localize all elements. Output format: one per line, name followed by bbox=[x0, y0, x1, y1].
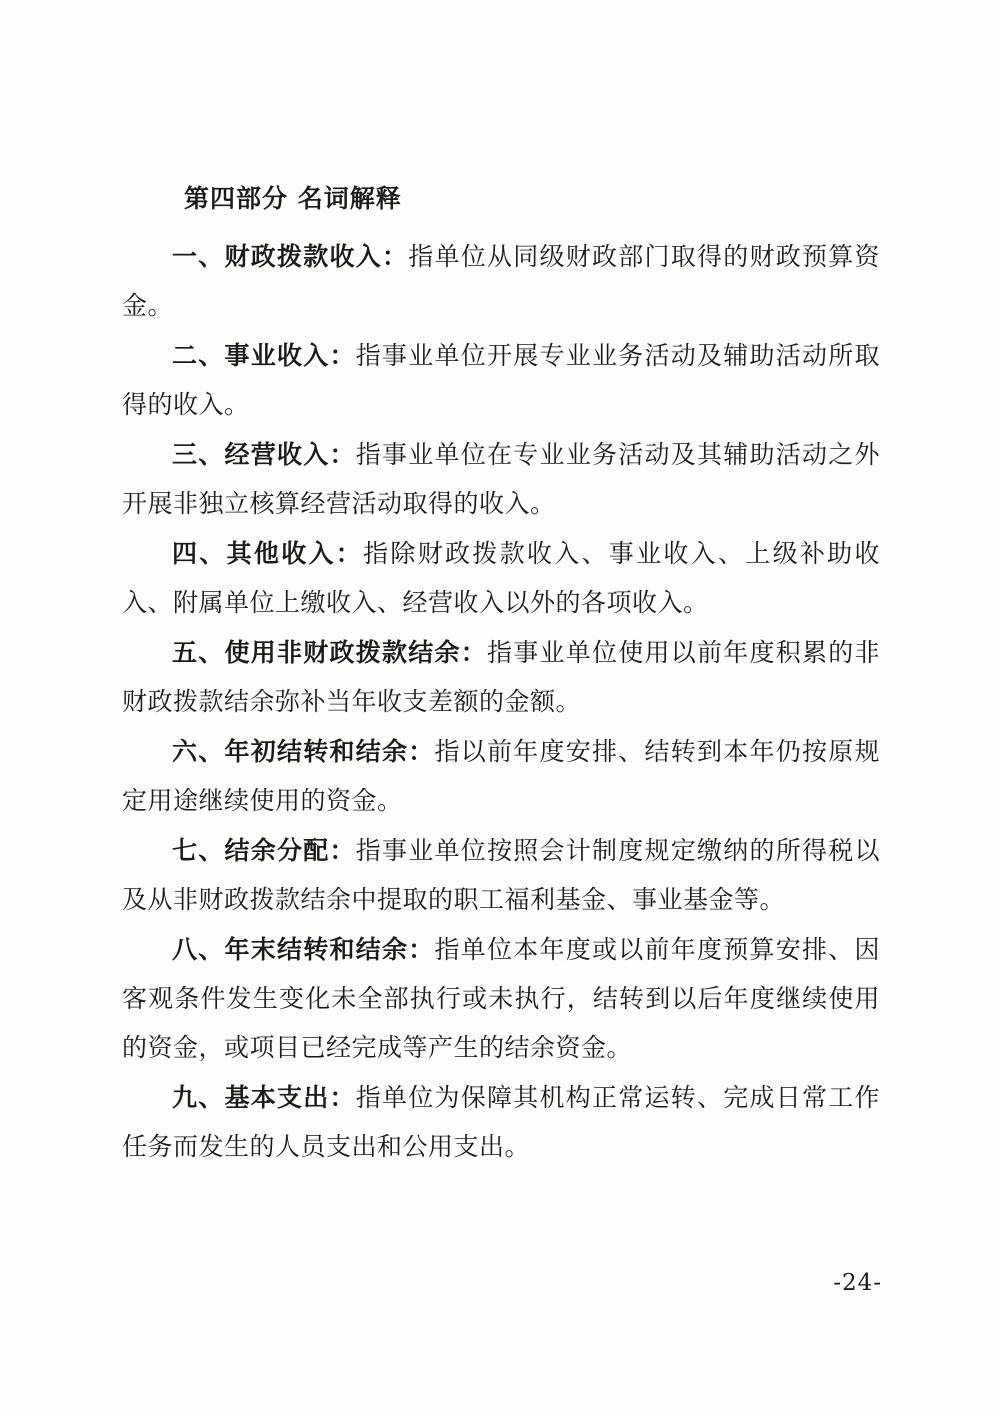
definition-item bbox=[122, 430, 880, 528]
definition-term: 七、结余分配： bbox=[172, 835, 356, 865]
definition-text: 指单位从同级财政部门取得的财政预算资金。 bbox=[122, 241, 880, 320]
definition-item bbox=[122, 628, 880, 726]
section-heading: 第四部分 名词解释 bbox=[184, 184, 402, 213]
definition-item bbox=[122, 1073, 880, 1171]
definition-item bbox=[122, 925, 880, 1072]
definition-item bbox=[122, 529, 880, 627]
definition-text: 指除财政拨款收入、事业收入、上级补助收入、附属单位上缴收入、经营收入以外的各项收入。 bbox=[122, 538, 880, 617]
definition-text: 指单位本年度或以前年度预算安排、因客观条件发生变化未全部执行或未执行，结转到以后年度继续使用的资金，或项目已经完成等产生的结余资金。 bbox=[122, 934, 880, 1062]
document-body bbox=[122, 180, 880, 1172]
definition-item bbox=[122, 727, 880, 825]
definition-text: 指事业单位使用以前年度积累的非财政拨款结余弥补当年收支差额的金额。 bbox=[122, 637, 880, 716]
definition-term: 八、年末结转和结余： bbox=[172, 934, 435, 964]
definition-item bbox=[122, 232, 880, 330]
definition-term: 九、基本支出： bbox=[172, 1082, 356, 1112]
definition-text: 指事业单位开展专业业务活动及辅助活动所取得的收入。 bbox=[122, 340, 880, 419]
definition-term: 二、事业收入： bbox=[172, 340, 356, 370]
definition-term: 四、其他收入： bbox=[172, 538, 364, 568]
definition-text: 指单位为保障其机构正常运转、完成日常工作任务而发生的人员支出和公用支出。 bbox=[122, 1082, 880, 1161]
definition-item bbox=[122, 331, 880, 429]
definition-term: 六、年初结转和结余： bbox=[172, 736, 435, 766]
definition-text: 指以前年度安排、结转到本年仍按原规定用途继续使用的资金。 bbox=[122, 736, 880, 815]
definition-term: 五、使用非财政拨款结余： bbox=[172, 637, 487, 667]
definition-text: 指事业单位按照会计制度规定缴纳的所得税以及从非财政拨款结余中提取的职工福利基金、事业基金等。 bbox=[122, 835, 880, 914]
definition-text: 指事业单位在专业业务活动及其辅助活动之外开展非独立核算经营活动取得的收入。 bbox=[122, 439, 880, 518]
definition-term: 一、财政拨款收入： bbox=[172, 241, 409, 271]
definition-term: 三、经营收入： bbox=[172, 439, 356, 469]
definition-item bbox=[122, 826, 880, 924]
page-number: -24- bbox=[833, 1270, 882, 1296]
